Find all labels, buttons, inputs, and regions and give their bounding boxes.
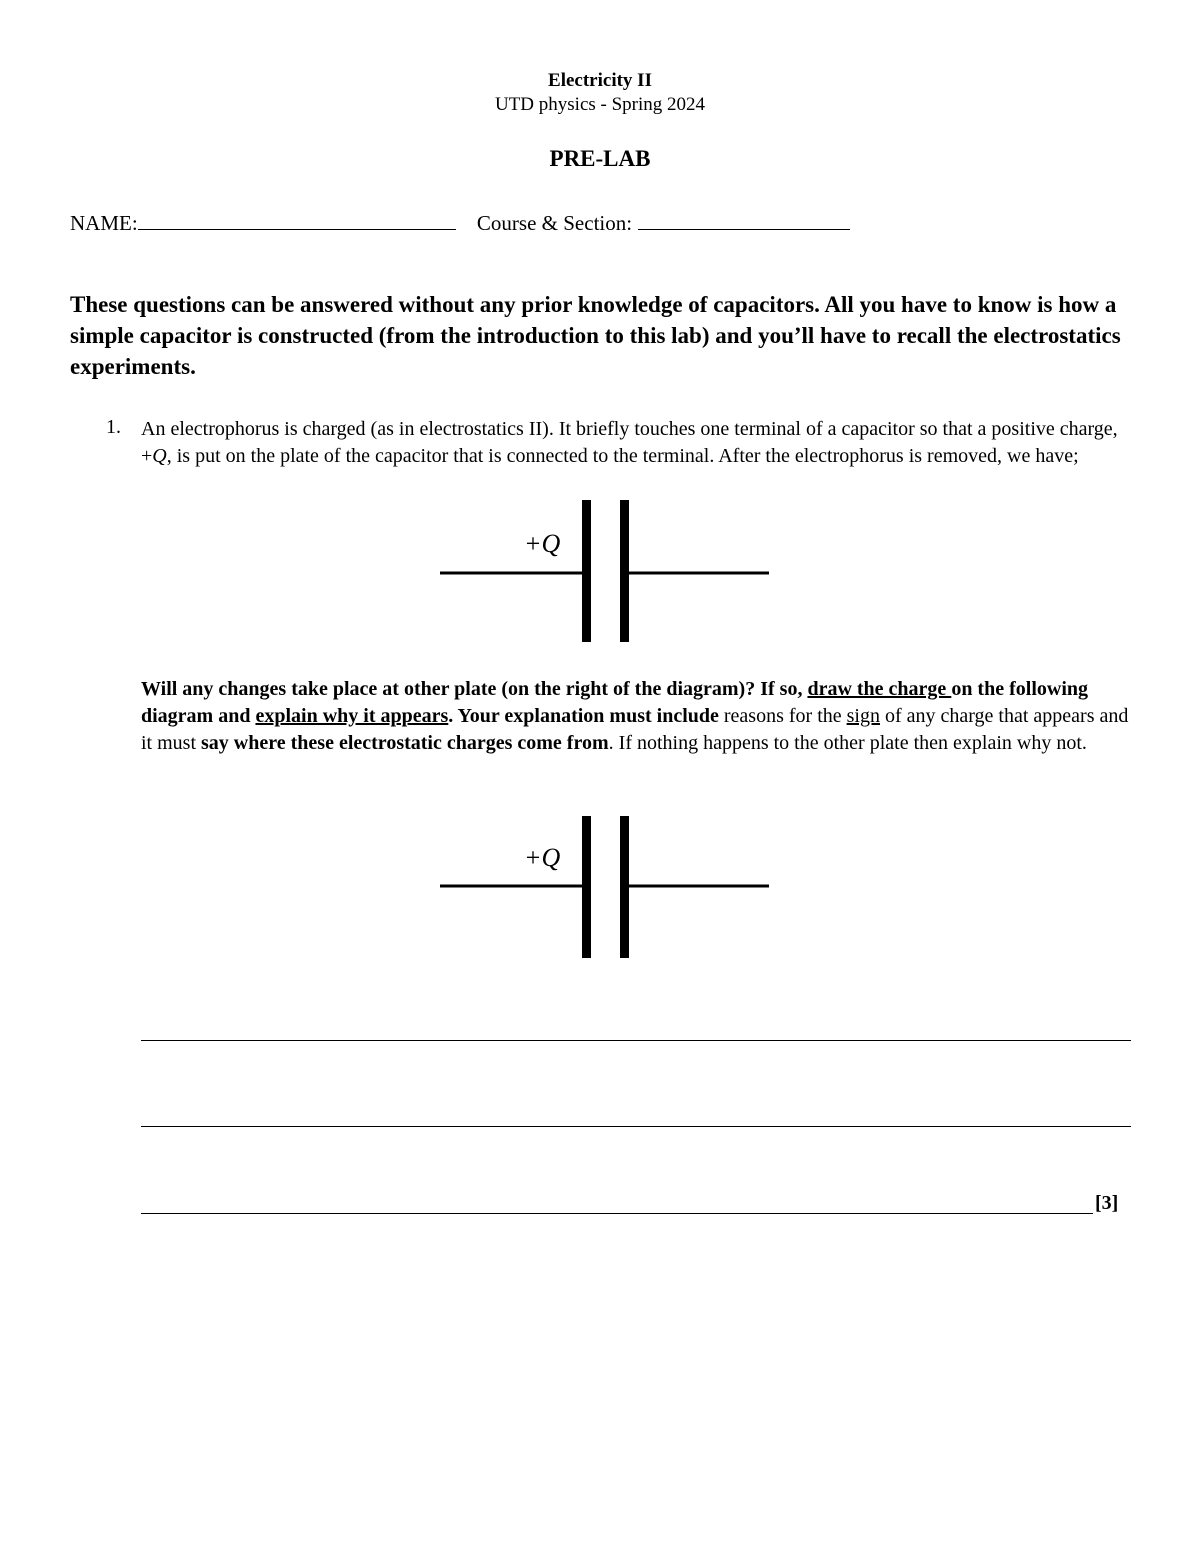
instruction-part: sign bbox=[846, 705, 880, 727]
instruction-part: draw the charge bbox=[807, 678, 952, 700]
instruction-part: . Your bbox=[448, 705, 505, 727]
capacitor-answer-diagram[interactable] bbox=[438, 812, 774, 962]
instruction-part: of any charge that appears and it must bbox=[141, 705, 1129, 754]
name-course-row bbox=[70, 207, 850, 236]
course-section-label: Course & Section: bbox=[476, 211, 633, 235]
course-subtitle: UTD physics - Spring 2024 bbox=[494, 94, 706, 115]
name-label: NAME: bbox=[70, 211, 138, 235]
instruction-part: . If nothing happens to the other plate then explain why not. bbox=[608, 732, 1087, 754]
instruction-part: on the following diagram and bbox=[141, 678, 1088, 727]
left-plate bbox=[582, 500, 591, 642]
question-text bbox=[141, 416, 1131, 470]
answer-line[interactable] bbox=[141, 1126, 1131, 1127]
left-plate bbox=[582, 816, 591, 958]
question-text-part: An electrophorus is charged (as in electrostatics II). It briefly touches one terminal of a capacitor so that a positive charge, + bbox=[141, 418, 1118, 467]
answer-line[interactable] bbox=[141, 1040, 1131, 1041]
question-text-part: , is put on the plate of the capacitor that is connected to the terminal. After the electrophorus is removed, we have; bbox=[166, 445, 1079, 467]
course-section-field[interactable] bbox=[638, 207, 850, 230]
instruction-part: Will any changes take place at other plate (on the right of the diagram)? If so, bbox=[141, 678, 808, 700]
answer-line[interactable] bbox=[141, 1213, 1093, 1214]
charge-label: +Q bbox=[524, 529, 561, 558]
capacitor-diagram bbox=[438, 497, 774, 647]
charge-symbol: Q bbox=[152, 445, 167, 467]
instruction-part: explain why it appears bbox=[255, 705, 449, 727]
right-plate bbox=[620, 500, 629, 642]
marks-label: [3] bbox=[1095, 1192, 1119, 1214]
question-number: 1. bbox=[106, 416, 121, 438]
prelab-heading: PRE-LAB bbox=[549, 146, 651, 171]
question-instructions bbox=[141, 676, 1131, 757]
instruction-part: explanation must include bbox=[504, 705, 719, 727]
instruction-part: say where these electrostatic charges come from bbox=[201, 732, 609, 754]
intro-text: These questions can be answered without any prior knowledge of capacitors. All you have to know is how a simple capacitor is constructed (from the introduction to this lab) and you’ll have to recall the electrostatics experiments. bbox=[70, 292, 1121, 379]
course-title: Electricity II bbox=[548, 70, 652, 91]
charge-label: +Q bbox=[524, 843, 561, 872]
right-plate bbox=[620, 816, 629, 958]
instruction-part: reasons for the bbox=[718, 705, 847, 727]
name-field[interactable] bbox=[138, 207, 456, 230]
